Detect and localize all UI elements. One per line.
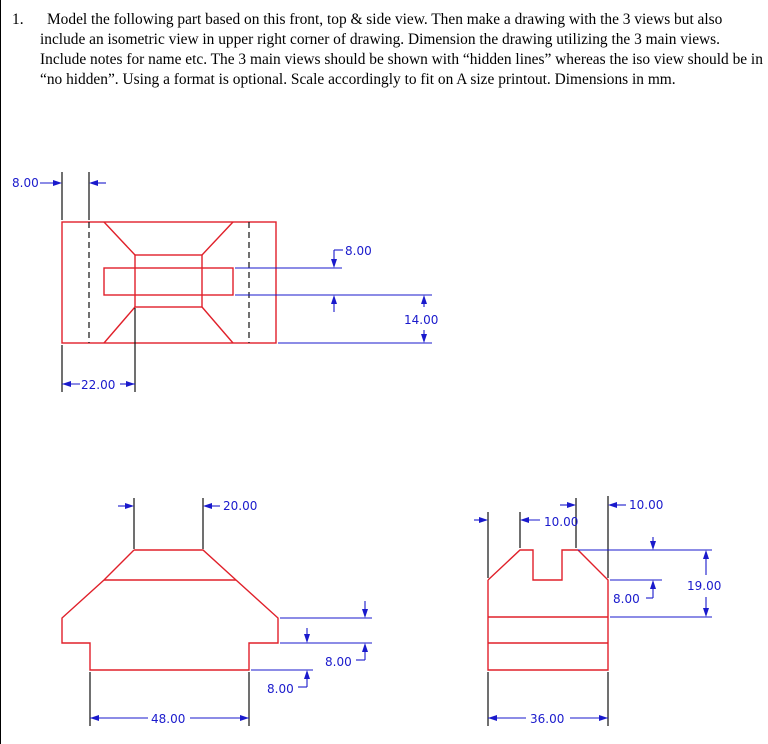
problem-number: 1. <box>12 11 24 28</box>
dim-8-side: 8.00 <box>613 592 640 606</box>
dim-20: 20.00 <box>223 499 258 513</box>
top-view <box>12 172 438 392</box>
dim-8-top-left: 8.00 <box>12 176 39 190</box>
dim-10-side-top: 10.00 <box>629 498 664 512</box>
dim-8-front-right: 8.00 <box>325 655 352 669</box>
dim-48: 48.00 <box>151 712 186 726</box>
side-view <box>474 496 721 726</box>
front-view <box>62 498 372 726</box>
dim-8-top-view: 8.00 <box>345 244 372 258</box>
problem-text: Model the following part based on this front, top & side view. Then make a drawing with the 3 views but also include an isometric view in upper right corner of drawing. Dimension the drawing utilizing the 3 main views. Include notes for name etc. The 3 main views should be shown with “hidden lines” whereas the iso view should be in “no hidden”. Using a format is optional. Scale accordingly to fit on A size printout. Dimensions in mm. <box>40 11 763 88</box>
front-view-outline <box>62 550 278 670</box>
dim-10-side-inner: 10.00 <box>544 515 579 529</box>
dim-22: 22.00 <box>81 378 116 392</box>
dim-19: 19.00 <box>687 579 722 593</box>
side-view-outline <box>488 550 608 670</box>
top-view-center-rail <box>104 268 233 295</box>
top-view-slot <box>135 255 202 307</box>
dim-14: 14.00 <box>404 313 439 327</box>
dim-8-front-lower: 8.00 <box>267 682 294 696</box>
top-view-outline <box>62 222 276 343</box>
dim-36: 36.00 <box>530 712 565 726</box>
